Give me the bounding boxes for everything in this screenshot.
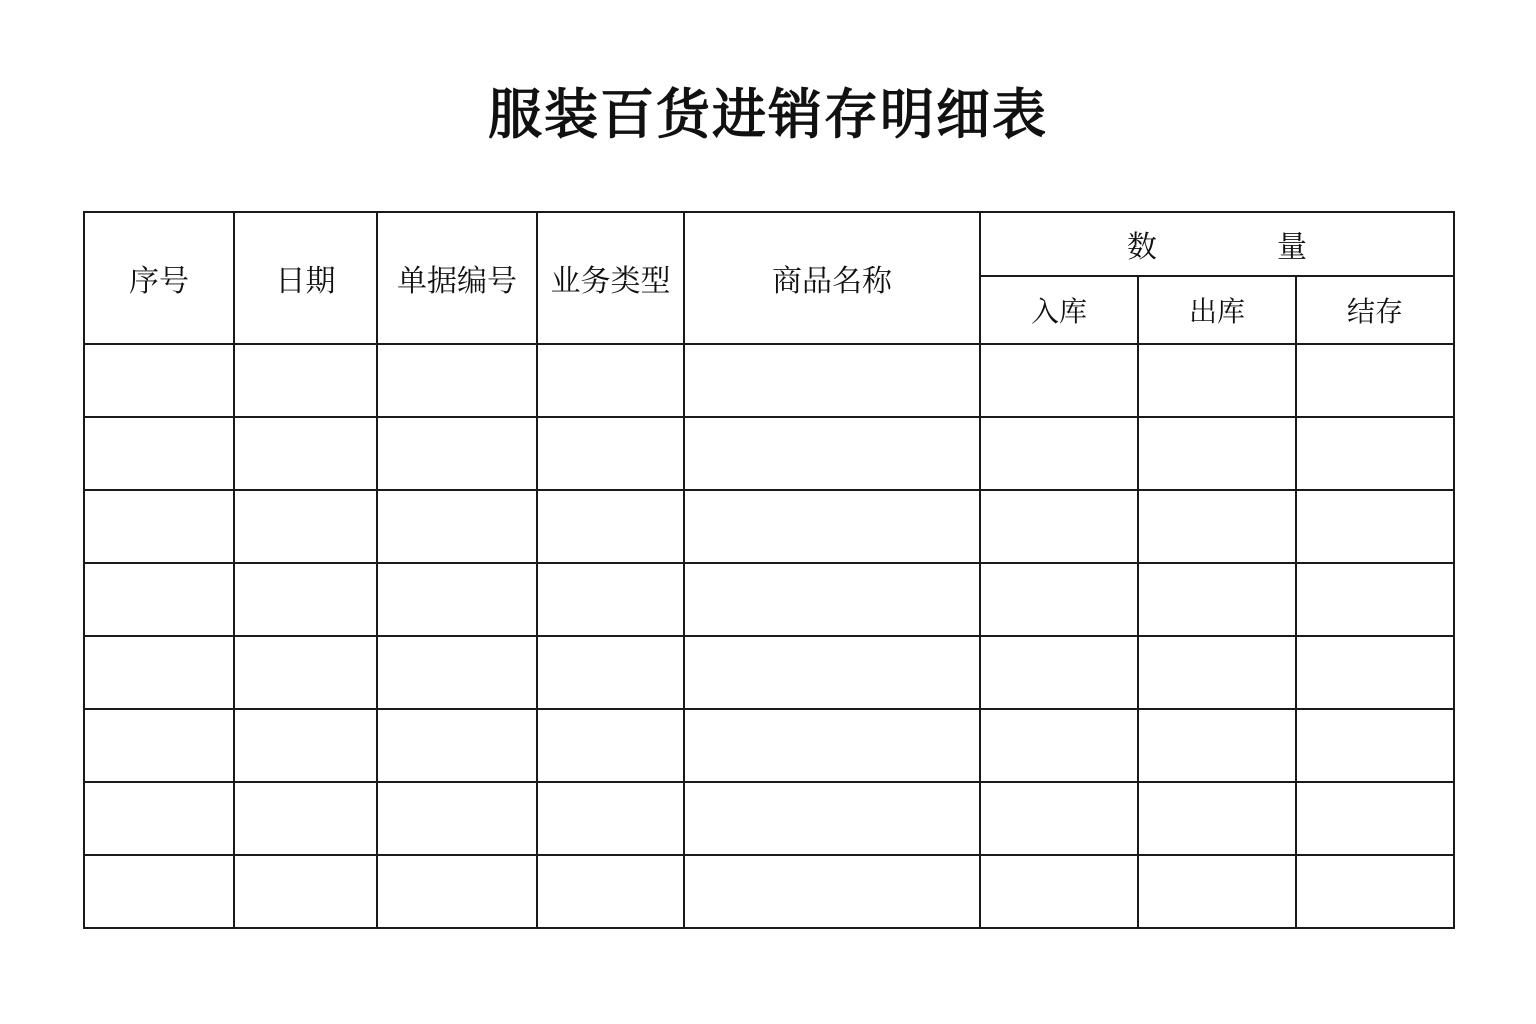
cell-qty-out[interactable] [1138,490,1296,563]
cell-product-name[interactable] [684,782,980,855]
table-header [84,212,1454,344]
cell-qty-out[interactable] [1138,417,1296,490]
cell-seq[interactable] [84,855,234,928]
cell-biz-type[interactable] [537,490,684,563]
cell-date[interactable] [234,855,377,928]
column-header-biz-type: 业务类型 [537,212,684,344]
table-container [83,149,1453,929]
cell-qty-balance[interactable] [1296,417,1454,490]
column-header-qty-balance: 结存 [1296,276,1454,344]
cell-qty-out[interactable] [1138,636,1296,709]
cell-biz-type[interactable] [537,344,684,417]
cell-biz-type[interactable] [537,563,684,636]
table-row[interactable] [84,344,1454,417]
column-header-qty-in: 入库 [980,276,1138,344]
cell-qty-out[interactable] [1138,709,1296,782]
cell-date[interactable] [234,636,377,709]
cell-seq[interactable] [84,563,234,636]
table-body [84,344,1454,928]
column-header-quantity-group: 数 量 [980,212,1454,276]
cell-doc-no[interactable] [377,563,537,636]
cell-qty-in[interactable] [980,563,1138,636]
page-title: 服装百货进销存明细表 [488,83,1048,146]
cell-seq[interactable] [84,782,234,855]
column-header-product-name: 商品名称 [684,212,980,344]
cell-seq[interactable] [84,344,234,417]
cell-biz-type[interactable] [537,417,684,490]
cell-doc-no[interactable] [377,490,537,563]
cell-qty-balance[interactable] [1296,782,1454,855]
cell-qty-balance[interactable] [1296,490,1454,563]
table-row[interactable] [84,855,1454,928]
cell-doc-no[interactable] [377,855,537,928]
cell-seq[interactable] [84,417,234,490]
cell-product-name[interactable] [684,636,980,709]
column-header-doc-no: 单据编号 [377,212,537,344]
cell-product-name[interactable] [684,855,980,928]
inventory-ledger-table [83,211,1455,929]
cell-seq[interactable] [84,709,234,782]
cell-qty-in[interactable] [980,782,1138,855]
cell-biz-type[interactable] [537,782,684,855]
cell-product-name[interactable] [684,563,980,636]
cell-doc-no[interactable] [377,417,537,490]
header-row-primary [84,212,1454,276]
cell-qty-in[interactable] [980,490,1138,563]
cell-qty-in[interactable] [980,855,1138,928]
cell-date[interactable] [234,563,377,636]
cell-qty-out[interactable] [1138,344,1296,417]
cell-biz-type[interactable] [537,636,684,709]
cell-qty-balance[interactable] [1296,636,1454,709]
cell-product-name[interactable] [684,490,980,563]
column-header-seq: 序号 [84,212,234,344]
cell-product-name[interactable] [684,344,980,417]
cell-date[interactable] [234,782,377,855]
table-row[interactable] [84,563,1454,636]
cell-doc-no[interactable] [377,782,537,855]
cell-biz-type[interactable] [537,709,684,782]
column-header-date: 日期 [234,212,377,344]
table-row[interactable] [84,782,1454,855]
cell-qty-in[interactable] [980,636,1138,709]
cell-doc-no[interactable] [377,709,537,782]
cell-date[interactable] [234,490,377,563]
table-row[interactable] [84,417,1454,490]
cell-qty-in[interactable] [980,344,1138,417]
cell-qty-out[interactable] [1138,855,1296,928]
cell-qty-in[interactable] [980,709,1138,782]
cell-product-name[interactable] [684,417,980,490]
cell-seq[interactable] [84,636,234,709]
cell-qty-out[interactable] [1138,563,1296,636]
cell-qty-balance[interactable] [1296,709,1454,782]
table-row[interactable] [84,636,1454,709]
cell-qty-balance[interactable] [1296,563,1454,636]
cell-qty-in[interactable] [980,417,1138,490]
cell-qty-out[interactable] [1138,782,1296,855]
cell-seq[interactable] [84,490,234,563]
cell-qty-balance[interactable] [1296,855,1454,928]
cell-doc-no[interactable] [377,344,537,417]
cell-date[interactable] [234,709,377,782]
cell-date[interactable] [234,417,377,490]
table-row[interactable] [84,709,1454,782]
cell-date[interactable] [234,344,377,417]
cell-product-name[interactable] [684,709,980,782]
table-row[interactable] [84,490,1454,563]
cell-biz-type[interactable] [537,855,684,928]
column-header-qty-out: 出库 [1138,276,1296,344]
cell-doc-no[interactable] [377,636,537,709]
cell-qty-balance[interactable] [1296,344,1454,417]
